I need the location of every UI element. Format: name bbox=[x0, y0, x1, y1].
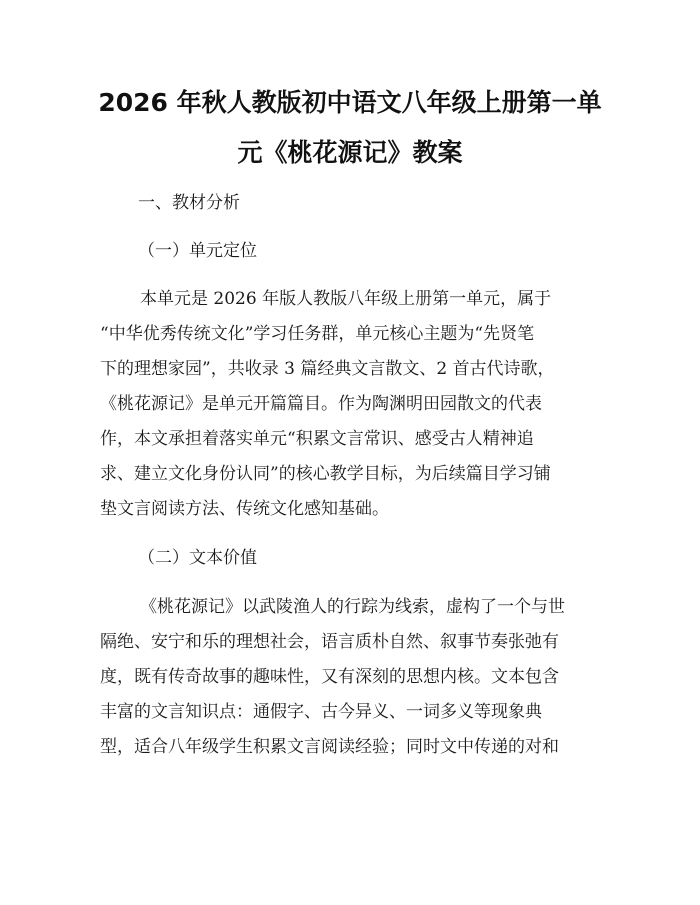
subsection-heading-unit-positioning: （一）单元定位 bbox=[138, 241, 257, 261]
paragraph-line: 作，本文承担着落实单元“积累文言常识、感受古人精神追 bbox=[100, 429, 534, 449]
paragraph-line: 型，适合八年级学生积累文言阅读经验；同时文中传递的对和 bbox=[100, 737, 559, 757]
paragraph-unit-positioning bbox=[100, 282, 555, 527]
section-heading-textbook-analysis: 一、教材分析 bbox=[138, 193, 240, 213]
paragraph-line: 度，既有传奇故事的趣味性，又有深刻的思想内核。文本包含 bbox=[100, 667, 559, 687]
paragraph-line: 丰富的文言知识点：通假字、古今异义、一词多义等现象典 bbox=[100, 702, 542, 722]
document-title-line-2: 元《桃花源记》教案 bbox=[237, 138, 463, 167]
document-title-line-1: 2026 年秋人教版初中语文八年级上册第一单 bbox=[98, 88, 602, 117]
paragraph-line: “中华优秀传统文化”学习任务群，单元核心主题为“先贤笔 bbox=[100, 324, 535, 344]
paragraph-line: 隔绝、安宁和乐的理想社会，语言质朴自然、叙事节奏张弛有 bbox=[100, 632, 559, 652]
paragraph-line: 求、建立文化身份认同”的核心教学目标，为后续篇目学习铺 bbox=[100, 464, 551, 484]
paragraph-line: 本单元是 2026 年版人教版八年级上册第一单元，属于 bbox=[140, 289, 552, 309]
paragraph-line: 《桃花源记》是单元开篇篇目。作为陶渊明田园散文的代表 bbox=[100, 394, 542, 414]
paragraph-line: 《桃花源记》以武陵渔人的行踪为线索，虚构了一个与世 bbox=[140, 597, 565, 617]
paragraph-line: 下的理想家园”，共收录 3 篇经典文言散文、2 首古代诗歌， bbox=[100, 359, 555, 379]
paragraph-text-value bbox=[100, 590, 565, 765]
subsection-heading-text-value: （二）文本价值 bbox=[138, 548, 257, 568]
paragraph-line: 垫文言阅读方法、传统文化感知基础。 bbox=[100, 499, 389, 519]
